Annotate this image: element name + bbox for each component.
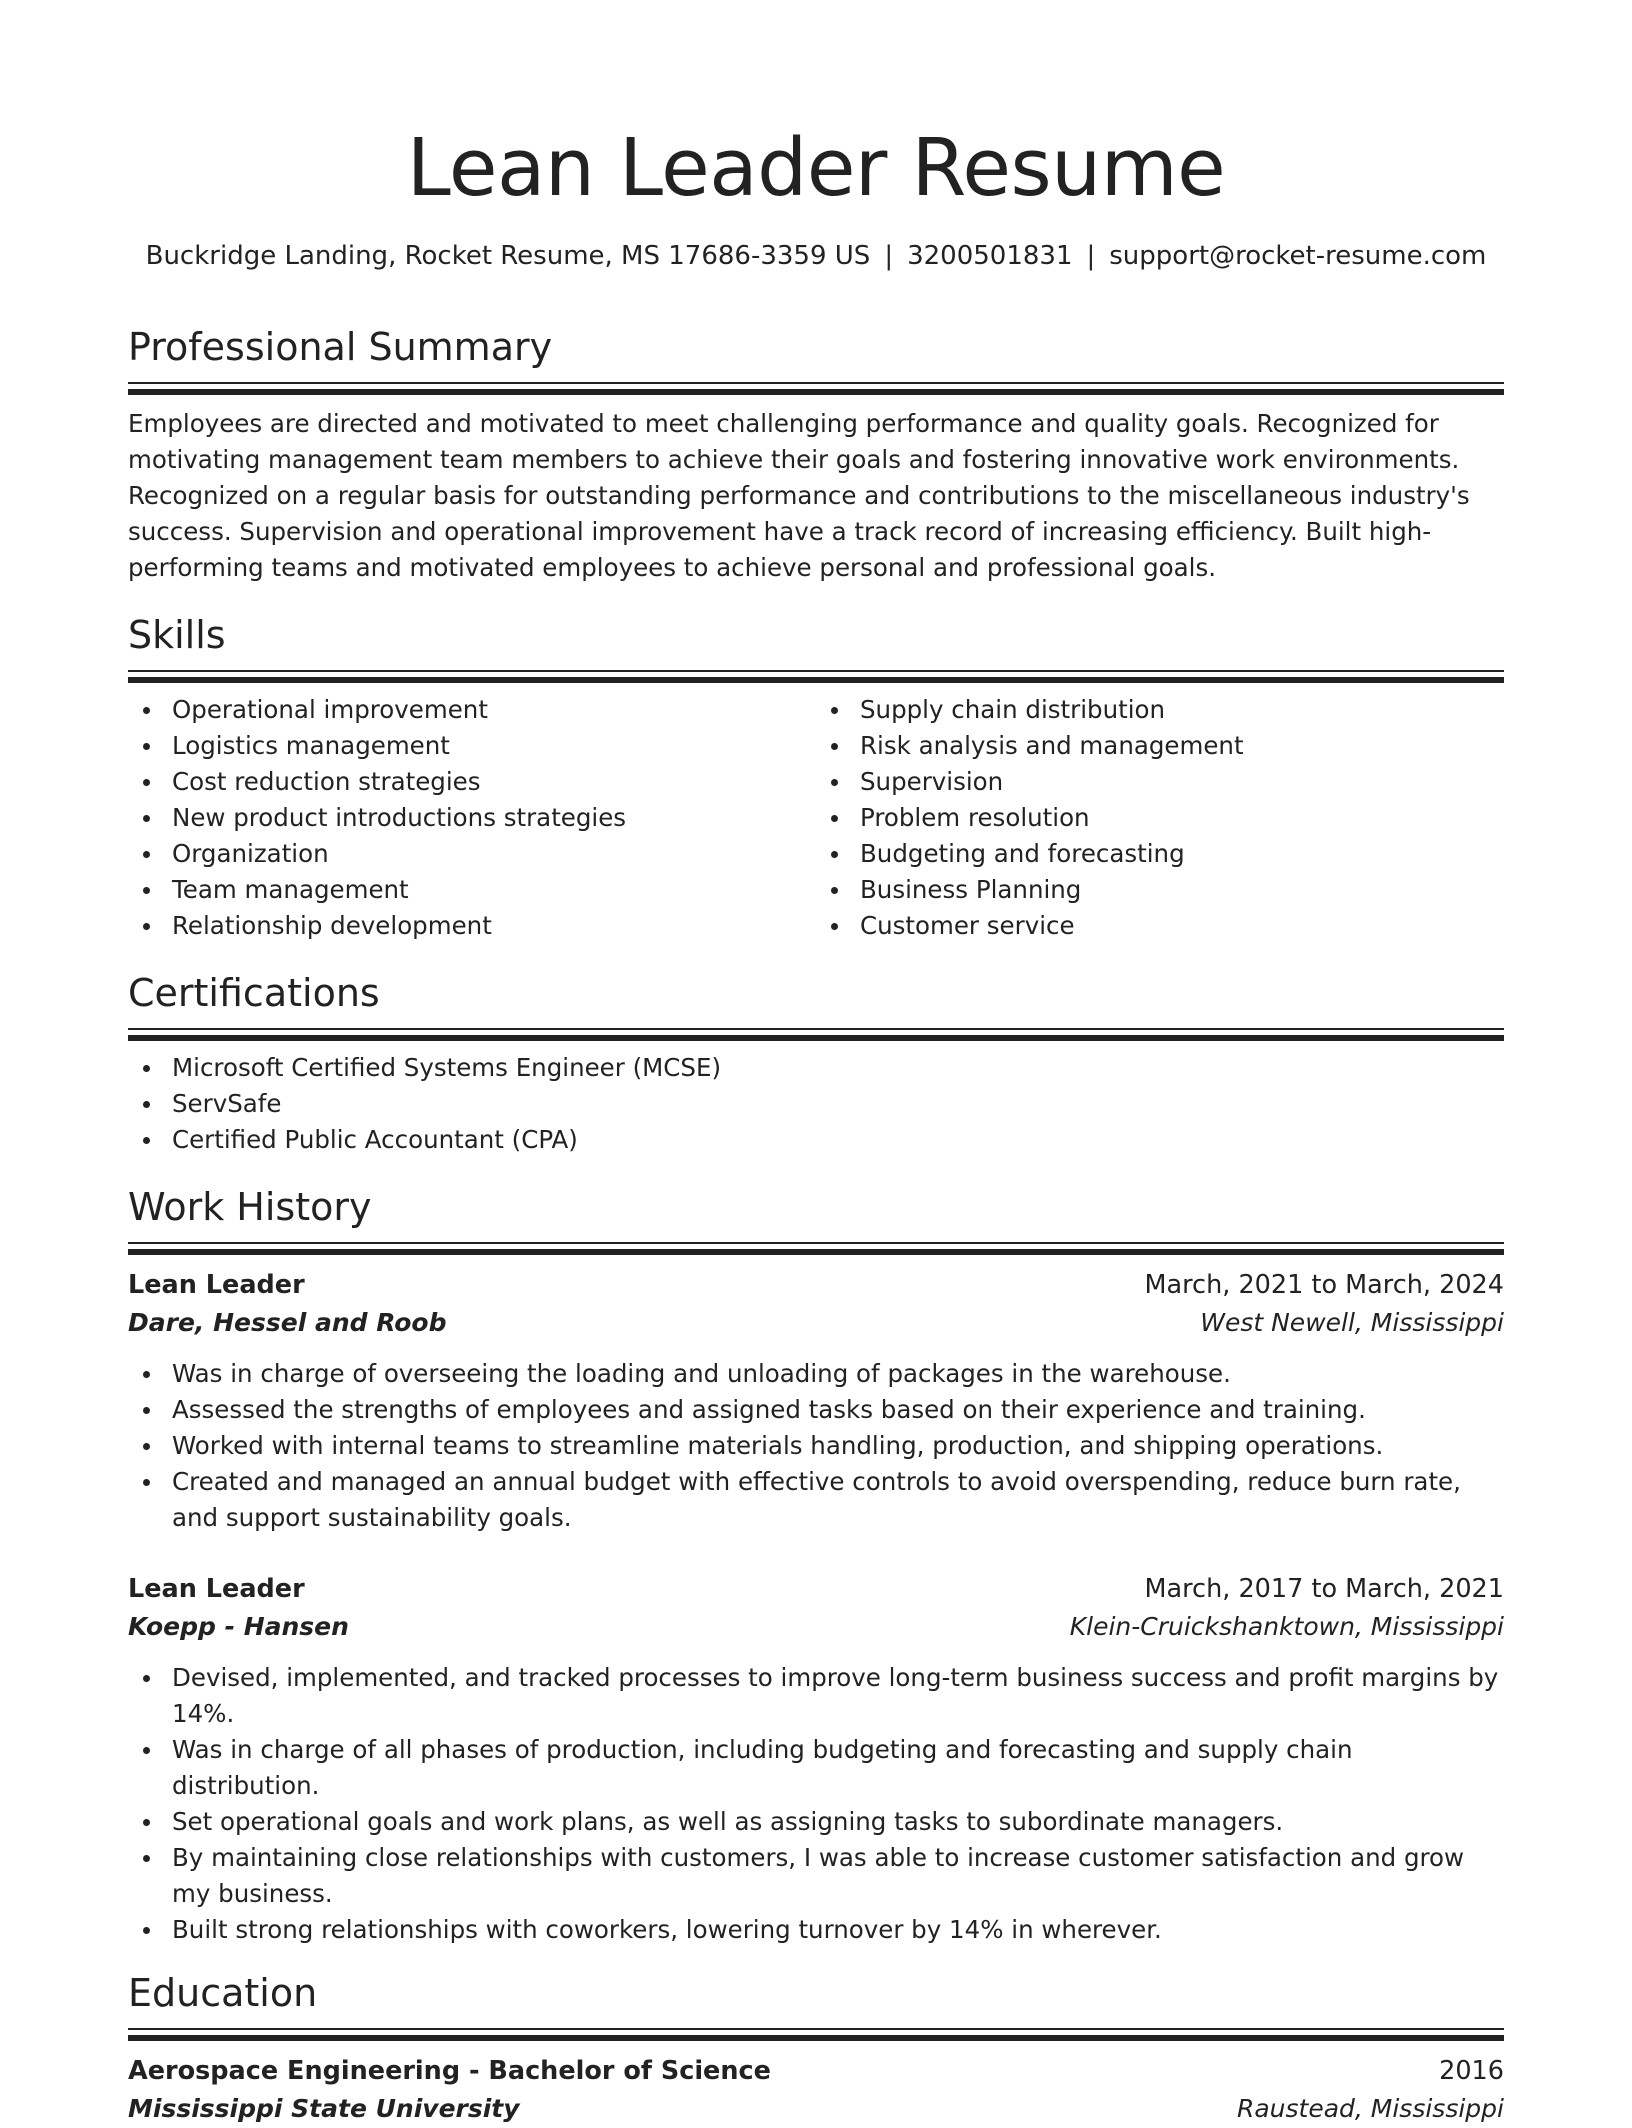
job-duty: Was in charge of overseeing the loading and unloading of packages in the warehouse. [128, 1356, 1504, 1392]
skill-item: Organization [128, 836, 816, 872]
job-location: Klein-Cruickshanktown, Mississippi [1069, 1612, 1504, 1641]
job-duty: Built strong relationships with coworkers, lowering turnover by 14% in wherever. [128, 1912, 1504, 1948]
skill-item: Supervision [816, 764, 1504, 800]
skill-item: Team management [128, 872, 816, 908]
job-entry [128, 1570, 1504, 1948]
education-year: 2016 [1439, 2056, 1504, 2086]
job-company: Dare, Hessel and Roob [128, 1308, 447, 1337]
job-header [128, 1570, 1504, 1608]
job-header [128, 1266, 1504, 1304]
skill-item: Customer service [816, 908, 1504, 944]
skill-item: Risk analysis and management [816, 728, 1504, 764]
skills-columns [128, 678, 1504, 944]
job-duty: Created and managed an annual budget with effective controls to avoid overspending, reduce burn rate, and support sustainability goals. [128, 1464, 1504, 1536]
skill-item: Problem resolution [816, 800, 1504, 836]
job-company: Koepp - Hansen [128, 1612, 349, 1641]
skill-item: New product introductions strategies [128, 800, 816, 836]
contact-address: Buckridge Landing, Rocket Resume, MS 17686-3359 US [145, 241, 871, 271]
certifications-list [128, 1050, 1504, 1158]
job-title: Lean Leader [128, 1574, 305, 1604]
section-divider [128, 670, 1504, 678]
education-school: Mississippi State University [128, 2094, 520, 2123]
job-duty: Assessed the strengths of employees and assigned tasks based on their experience and training. [128, 1392, 1504, 1428]
job-duties-list [128, 1660, 1504, 1948]
skill-item: Business Planning [816, 872, 1504, 908]
job-duty: By maintaining close relationships with customers, I was able to increase customer satisfaction and grow my business. [128, 1840, 1504, 1912]
contact-email[interactable]: support@rocket-resume.com [1109, 241, 1487, 271]
skill-item: Logistics management [128, 728, 816, 764]
job-duty: Worked with internal teams to streamline materials handling, production, and shipping operations. [128, 1428, 1504, 1464]
job-duty: Devised, implemented, and tracked processes to improve long-term business success and profit margins by 14%. [128, 1660, 1504, 1732]
certifications-heading: Certifications [128, 971, 380, 1015]
job-location: West Newell, Mississippi [1200, 1308, 1504, 1337]
certification-item: Microsoft Certified Systems Engineer (MCSE) [128, 1050, 1504, 1086]
section-divider [128, 382, 1504, 390]
skills-list-right [816, 692, 1504, 944]
job-dates: March, 2017 to March, 2021 [1144, 1574, 1504, 1604]
section-divider [128, 1242, 1504, 1250]
education-entry [128, 2052, 1504, 2128]
skills-list-left [128, 692, 816, 944]
education-section [128, 1970, 1504, 2128]
resume-title: Lean Leader Resume [406, 122, 1226, 214]
job-duty: Was in charge of all phases of production, including budgeting and forecasting and supply chain distribution. [128, 1732, 1504, 1804]
contact-separator: | [884, 241, 894, 271]
certification-item: ServSafe [128, 1086, 1504, 1122]
job-dates: March, 2021 to March, 2024 [1144, 1270, 1504, 1300]
job-duties-list [128, 1356, 1504, 1536]
job-entry [128, 1266, 1504, 1536]
skill-item: Supply chain distribution [816, 692, 1504, 728]
section-divider [128, 2028, 1504, 2036]
skills-heading: Skills [128, 613, 226, 657]
certification-item: Certified Public Accountant (CPA) [128, 1122, 1504, 1158]
summary-text: Employees are directed and motivated to meet challenging performance and quality goals. Recognized for motivating management team members to achieve their goals and fostering innovative work environments. Recognized on a regular basis for outstanding performance and contributions to the miscellaneous industry's success. Supervision and operational improvement have a track record of increasing efficiency. Built high-performing teams and motivated employees to achieve personal and professional goals. [128, 409, 1470, 582]
skill-item: Operational improvement [128, 692, 816, 728]
contact-phone: 3200501831 [907, 241, 1073, 271]
education-location: Raustead, Mississippi [1236, 2094, 1504, 2123]
job-title: Lean Leader [128, 1270, 305, 1300]
summary-heading: Professional Summary [128, 325, 553, 369]
skill-item: Budgeting and forecasting [816, 836, 1504, 872]
skill-item: Relationship development [128, 908, 816, 944]
job-subheader [128, 1304, 1504, 1342]
resume-page [128, 118, 1504, 2128]
skills-section [128, 612, 1504, 944]
work-history-heading: Work History [128, 1185, 372, 1229]
education-heading: Education [128, 1971, 318, 2015]
job-duty: Set operational goals and work plans, as well as assigning tasks to subordinate managers. [128, 1804, 1504, 1840]
contact-separator: | [1086, 241, 1096, 271]
certifications-section [128, 970, 1504, 1158]
education-header [128, 2052, 1504, 2090]
contact-line [128, 236, 1504, 276]
job-subheader [128, 1608, 1504, 1646]
education-degree: Aerospace Engineering - Bachelor of Science [128, 2056, 771, 2086]
section-divider [128, 1028, 1504, 1036]
work-history-section [128, 1184, 1504, 1948]
summary-section [128, 324, 1504, 586]
skill-item: Cost reduction strategies [128, 764, 816, 800]
education-subheader [128, 2090, 1504, 2128]
